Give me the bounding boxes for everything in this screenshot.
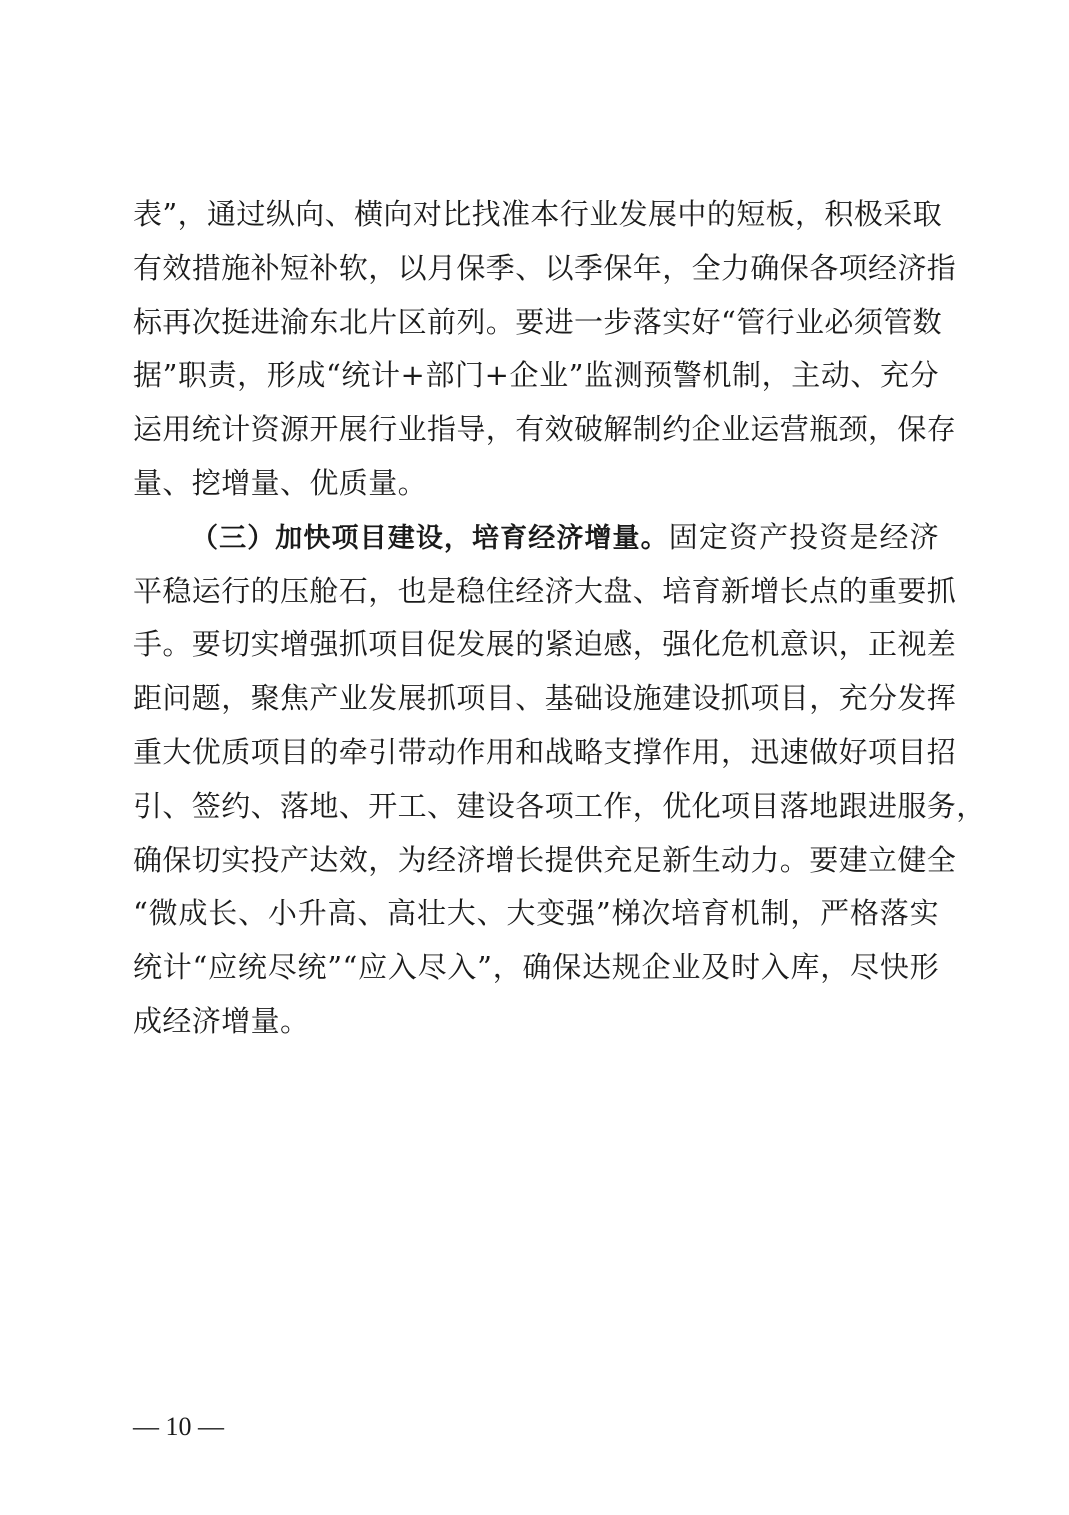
text-line: 据”职责，形成“统计+部门+企业”监测预警机制，主动、充分 <box>133 358 939 393</box>
page-number: — 10 — <box>133 1412 224 1441</box>
text-line: 运用统计资源开展行业指导，有效破解制约企业运营瓶颈，保存 <box>133 412 957 447</box>
text-run: 固定资产投资是经济 <box>668 519 939 554</box>
text-line: 成经济增量。 <box>133 1003 310 1038</box>
text-line: “微成长、小升高、高壮大、大变强”梯次培育机制，严格落实 <box>133 896 939 931</box>
text-line: 表”，通过纵向、横向对比找准本行业发展中的短板，积极采取 <box>133 197 943 231</box>
text-line: 有效措施补短补软，以月保季、以季保年，全力确保各项经济指 <box>133 250 957 285</box>
text-line: 量、挖增量、优质量。 <box>133 465 428 500</box>
text-line <box>133 511 939 565</box>
text-line: 重大优质项目的牵引带动作用和战略支撑作用，迅速做好项目招 <box>133 734 957 769</box>
section-heading: （三）加快项目建设，培育经济增量。 <box>191 522 669 554</box>
text-line: 手。要切实增强抓项目促发展的紧迫感，强化危机意识，正视差 <box>133 627 957 662</box>
text-line: 统计“应统尽统”“应入尽入”，确保达规企业及时入库，尽快形 <box>133 950 939 985</box>
text-line: 平稳运行的压舱石，也是稳住经济大盘、培育新增长点的重要抓 <box>133 573 957 608</box>
body-text <box>133 188 986 1049</box>
text-line: 标再次挺进渝东北片区前列。要进一步落实好“管行业必须管数 <box>133 304 943 339</box>
text-line: 确保切实投产达效，为经济增长提供充足新生动力。要建立健全 <box>133 842 957 877</box>
paragraph <box>133 188 957 511</box>
text-line: 距问题，聚焦产业发展抓项目、基础设施建设抓项目，充分发挥 <box>133 681 957 716</box>
text-line: 引、签约、落地、开工、建设各项工作，优化项目落地跟进服务， <box>133 788 986 823</box>
paragraph <box>133 511 986 1049</box>
